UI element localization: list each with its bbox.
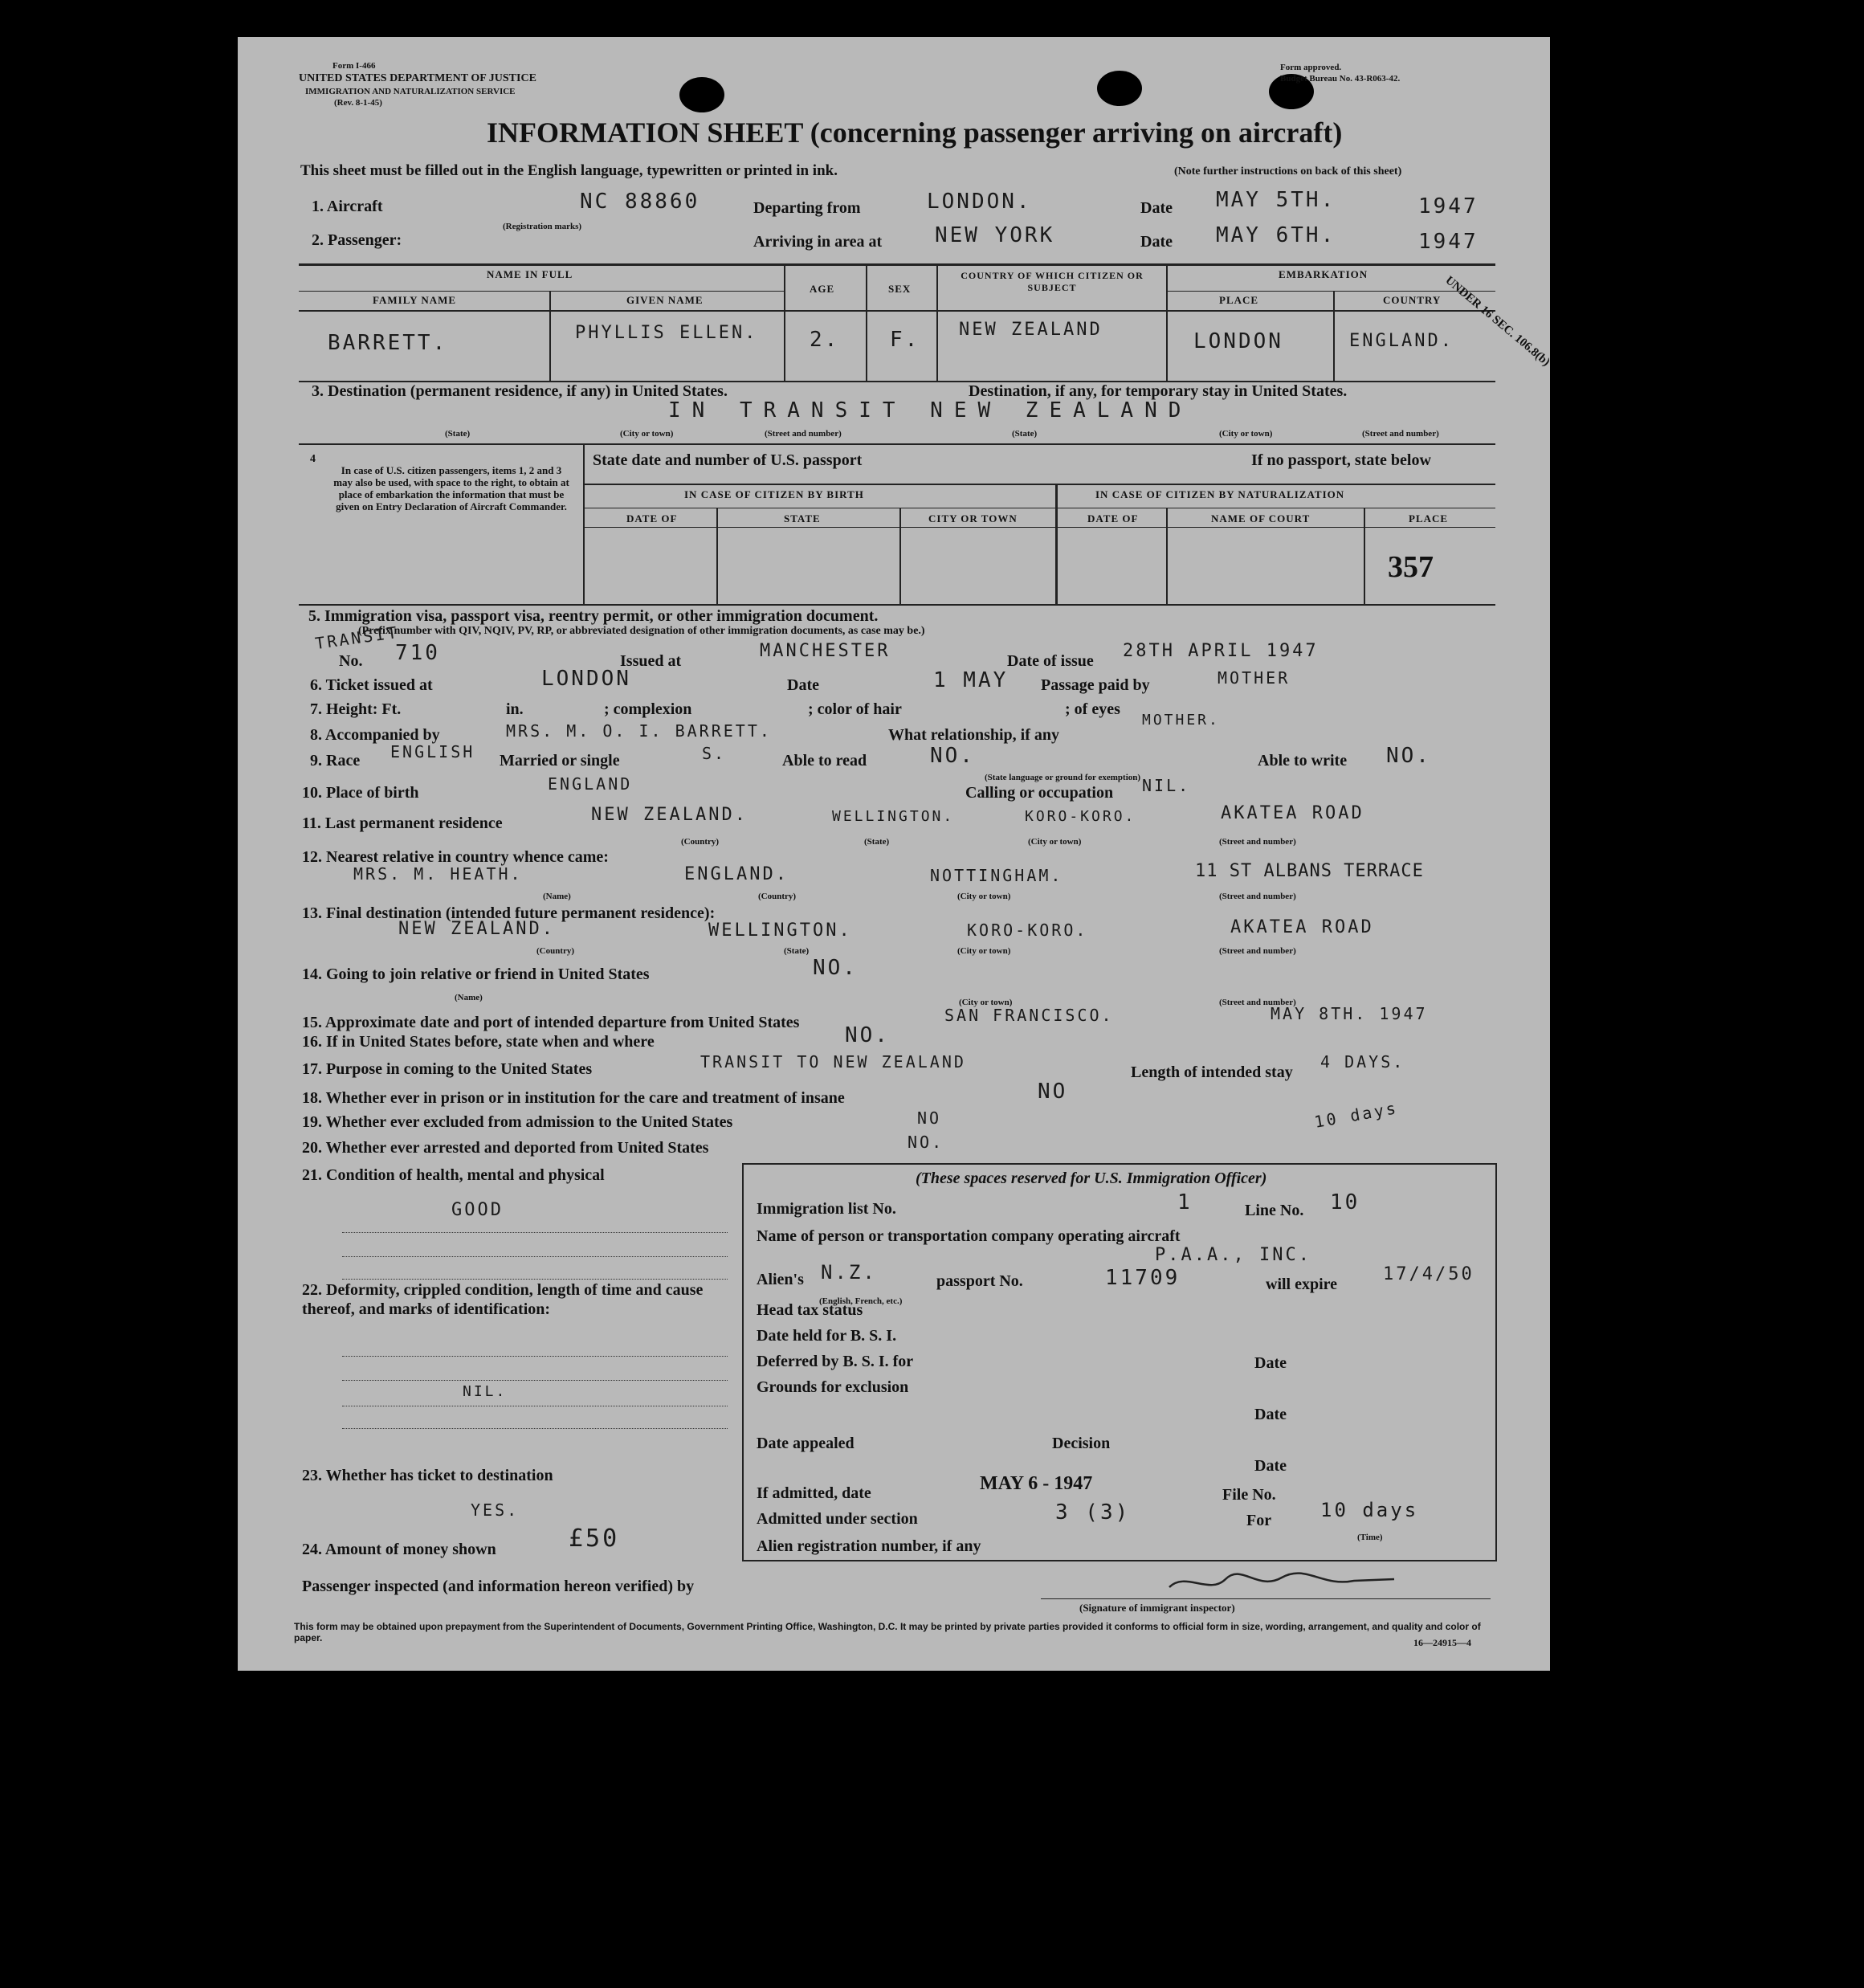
relationship-value: MOTHER. <box>1142 712 1220 729</box>
prison-label: 18. Whether ever in prison or in institution for the care and treatment of insane <box>302 1089 845 1107</box>
city-caption-5: (City or town) <box>957 946 1011 956</box>
country-caption: (Country) <box>681 837 720 847</box>
city-caption-4: (City or town) <box>957 892 1011 901</box>
paid-by-value: MOTHER <box>1218 668 1291 688</box>
ticket-issued-label: 6. Ticket issued at <box>310 676 433 694</box>
family-name-header: FAMILY NAME <box>373 294 457 306</box>
race-value: ENGLISH <box>390 742 475 761</box>
prison-value: NO <box>1038 1080 1068 1104</box>
place-header-2: PLACE <box>1409 512 1449 525</box>
inspected-label: Passenger inspected (and information hereon verified) by <box>302 1578 695 1595</box>
form-number: Form I-466 <box>332 61 376 71</box>
deformity-value: NIL. <box>463 1383 508 1400</box>
destination-label: 3. Destination (permanent residence, if any) in United States. <box>312 382 728 400</box>
date-of-issue-label: Date of issue <box>1007 652 1094 670</box>
list-no-label: Immigration list No. <box>757 1200 896 1218</box>
money-value: £50 <box>569 1525 620 1553</box>
final-state: WELLINGTON. <box>708 921 852 941</box>
revision: (Rev. 8-1-45) <box>334 98 382 108</box>
read-value: NO. <box>930 744 975 768</box>
language-caption-2: (English, French, etc.) <box>819 1296 903 1306</box>
ticket-issued-value: LONDON <box>541 667 631 691</box>
residence-street: AKATEA ROAD <box>1221 803 1364 823</box>
state-caption-3: (State) <box>864 837 890 847</box>
complexion-label: ; complexion <box>604 700 692 718</box>
street-caption-6: (Street and number) <box>1219 998 1296 1007</box>
relative-label: 12. Nearest relative in country whence came: <box>302 848 609 866</box>
city-caption-6: (City or town) <box>959 998 1013 1007</box>
footer-note: This form may be obtained upon prepayment from the Superintendent of Documents, Government Printing Office, Washington, D.C. It may be printed by private parties provided it conforms to official form in size, wording, arrangement, and quality and color of paper. <box>294 1621 1481 1643</box>
departure-date-15: MAY 8TH. 1947 <box>1271 1004 1428 1023</box>
expire-label: will expire <box>1266 1276 1338 1293</box>
instruction: This sheet must be filled out in the English language, typewritten or printed in ink. <box>300 162 838 179</box>
street-caption-4: (Street and number) <box>1219 892 1296 901</box>
sex-header: SEX <box>888 283 912 295</box>
name-in-full-header: NAME IN FULL <box>487 268 573 280</box>
departure-date: MAY 5TH. <box>1216 188 1336 212</box>
appealed-date-label: Date <box>1254 1457 1287 1475</box>
excluded-label: 19. Whether ever excluded from admission to the United States <box>302 1113 733 1131</box>
information-sheet <box>238 37 1550 1671</box>
issued-at-value: MANCHESTER <box>760 641 891 661</box>
date-label: Date <box>1140 199 1173 217</box>
married-label: Married or single <box>500 752 620 769</box>
file-no-label: File No. <box>1222 1486 1276 1504</box>
arrival-date: MAY 6TH. <box>1216 223 1336 247</box>
before-label: 16. If in United States before, state when and where <box>302 1033 655 1051</box>
paid-by-label: Passage paid by <box>1041 676 1150 694</box>
list-no-value: 1 <box>1177 1190 1193 1214</box>
final-city: KORO-KORO. <box>967 921 1088 940</box>
under-16-stamp: UNDER 16 SEC. 106.8(b) <box>1442 274 1552 369</box>
visa-no-value: 710 <box>395 641 440 665</box>
name-caption: (Name) <box>543 892 571 901</box>
health-label: 21. Condition of health, mental and physical <box>302 1166 605 1184</box>
before-value: NO. <box>845 1023 890 1047</box>
relative-city: NOTTINGHAM. <box>930 866 1063 885</box>
embark-place-value: LONDON <box>1193 329 1283 353</box>
date-of-header: DATE OF <box>626 512 678 525</box>
for-value: 10 days <box>1320 1499 1419 1521</box>
section-label: Admitted under section <box>757 1510 918 1528</box>
deferred-label: Deferred by B. S. I. for <box>757 1353 914 1370</box>
inches-label: in. <box>506 700 524 718</box>
given-name-header: GIVEN NAME <box>626 294 704 306</box>
item-5-label: 5. Immigration visa, passport visa, reentry permit, or other immigration document. <box>308 607 879 625</box>
punch-hole <box>679 77 724 112</box>
by-birth-header: IN CASE OF CITIZEN BY BIRTH <box>684 488 864 500</box>
line-no-value: 10 <box>1330 1190 1360 1214</box>
ticket-date-label: Date <box>787 676 819 694</box>
temp-destination-label: Destination, if any, for temporary stay in United States. <box>969 382 1348 400</box>
age-value: 2. <box>810 328 840 352</box>
birth-place-label: 10. Place of birth <box>302 784 419 802</box>
departure-label: 15. Approximate date and port of intended departure from United States <box>302 1014 800 1031</box>
hair-label: ; color of hair <box>808 700 902 718</box>
service: IMMIGRATION AND NATURALIZATION SERVICE <box>305 87 516 96</box>
aircraft-value: NC 88860 <box>580 190 700 214</box>
decision-label: Decision <box>1052 1435 1111 1452</box>
country-citizen-header: COUNTRY OF WHICH CITIZEN OR SUBJECT <box>961 270 1144 293</box>
join-relative-value: NO. <box>813 956 858 980</box>
date-of-issue-value: 28TH APRIL 1947 <box>1123 641 1319 661</box>
state-caption-4: (State) <box>784 946 810 956</box>
line-no-label: Line No. <box>1245 1202 1304 1219</box>
issued-at-label: Issued at <box>620 652 682 670</box>
handwritten-days: 10 days <box>1312 1098 1400 1132</box>
relative-country: ENGLAND. <box>684 864 789 884</box>
item-4-text: In case of U.S. citizen passengers, items 1, 2 and 3 may also be used, with space to the right, to obtain at place of embarkation the information that must be given on Entry Declaration of Aircraft Commander. <box>333 464 569 512</box>
married-value: S. <box>702 744 727 763</box>
embarkation-header: EMBARKATION <box>1279 268 1368 280</box>
deported-label: 20. Whether ever arrested and deported from United States <box>302 1139 709 1157</box>
date-of-header-2: DATE OF <box>1087 512 1139 525</box>
destination-value: IN TRANSIT NEW ZEALAND <box>668 398 1193 423</box>
final-street: AKATEA ROAD <box>1230 917 1374 937</box>
transit-note: TRANSIT <box>313 622 401 654</box>
city-caption-2: (City or town) <box>1219 429 1273 439</box>
street-caption-3: (Street and number) <box>1219 837 1296 847</box>
deformity-label: 22. Deformity, crippled condition, length of time and cause thereof, and marks of identification: <box>302 1281 704 1318</box>
departure-year: 1947 <box>1418 194 1479 218</box>
accompanied-label: 8. Accompanied by <box>310 726 440 744</box>
budget-bureau: Budget Bureau No. 43-R063-42. <box>1280 74 1401 84</box>
country-header: COUNTRY <box>1383 294 1442 306</box>
court-header: NAME OF COURT <box>1211 512 1311 525</box>
head-tax-label: Head tax status <box>757 1301 863 1319</box>
occupation-label: Calling or occupation <box>965 784 1114 802</box>
departing-value: LONDON. <box>927 190 1032 214</box>
passenger-label: 2. Passenger: <box>312 231 402 249</box>
arriving-label: Arriving in area at <box>753 233 883 251</box>
reg-marks-caption: (Registration marks) <box>503 222 582 231</box>
join-relative-label: 14. Going to join relative or friend in United States <box>302 965 650 983</box>
residence-state: WELLINGTON. <box>832 808 955 825</box>
relationship-label: What relationship, if any <box>888 726 1059 744</box>
sex-value: F. <box>890 328 920 352</box>
final-country: NEW ZEALAND. <box>398 919 555 939</box>
time-caption: (Time) <box>1357 1533 1383 1542</box>
departure-port: SAN FRANCISCO. <box>944 1006 1114 1025</box>
stamped-number: 357 <box>1388 550 1434 584</box>
state-header: STATE <box>784 512 821 525</box>
punch-hole <box>1097 71 1142 106</box>
visa-no-label: No. <box>339 652 363 670</box>
section-value: 3 (3) <box>1055 1500 1131 1525</box>
race-label: 9. Race <box>310 752 361 769</box>
embark-country-value: ENGLAND. <box>1349 331 1454 351</box>
given-name-value: PHYLLIS ELLEN. <box>575 323 758 343</box>
city-caption-3: (City or town) <box>1028 837 1082 847</box>
held-bsi-label: Date held for B. S. I. <box>757 1327 897 1345</box>
by-naturalization-header: IN CASE OF CITIZEN BY NATURALIZATION <box>1095 488 1345 500</box>
eyes-label: ; of eyes <box>1065 700 1120 718</box>
language-caption: (State language or ground for exemption) <box>985 773 1141 782</box>
height-label: 7. Height: Ft. <box>310 700 402 718</box>
form-approved: Form approved. <box>1280 63 1342 72</box>
admitted-date-value: MAY 6 - 1947 <box>980 1473 1093 1494</box>
place-header: PLACE <box>1219 294 1259 306</box>
inspector-signature <box>1161 1563 1402 1603</box>
operator-value: P.A.A., INC. <box>1155 1245 1311 1265</box>
passport-no-label: passport No. <box>936 1272 1023 1290</box>
accompanied-value: MRS. M. O. I. BARRETT. <box>506 721 772 741</box>
arriving-value: NEW YORK <box>935 223 1055 247</box>
health-value: GOOD <box>451 1200 504 1220</box>
family-name-value: BARRETT. <box>328 331 448 355</box>
occupation-value: NIL. <box>1142 776 1191 795</box>
aircraft-label: 1. Aircraft <box>312 198 383 215</box>
passport-question: State date and number of U.S. passport <box>593 451 863 469</box>
item-5-note: (Prefix number with QIV, NQIV, PV, RP, or abbreviated designation of other immigration documents, as case may be.) <box>358 625 925 637</box>
street-caption: (Street and number) <box>765 429 842 439</box>
stay-length-value: 4 DAYS. <box>1320 1052 1405 1072</box>
officer-heading: (These spaces reserved for U.S. Immigration Officer) <box>916 1170 1267 1187</box>
passport-no-value: 11709 <box>1105 1266 1181 1290</box>
appealed-label: Date appealed <box>757 1435 855 1452</box>
alien-nationality: N.Z. <box>821 1261 877 1284</box>
expire-value: 17/4/50 <box>1383 1264 1474 1284</box>
relative-street: 11 ST ALBANS TERRACE <box>1195 861 1424 881</box>
excluded-value: NO <box>917 1108 942 1128</box>
citizen-value: NEW ZEALAND <box>959 320 1103 340</box>
birth-place-value: ENGLAND <box>548 774 633 794</box>
write-label: Able to write <box>1258 752 1348 769</box>
ticket-destination-value: YES. <box>471 1500 520 1520</box>
relative-name: MRS. M. HEATH. <box>353 864 523 884</box>
item-4-number: 4 <box>310 453 316 465</box>
ticket-date-value: 1 MAY <box>933 668 1009 692</box>
state-caption-2: (State) <box>1012 429 1038 439</box>
purpose-label: 17. Purpose in coming to the United States <box>302 1060 593 1078</box>
country-caption-3: (Country) <box>536 946 575 956</box>
departing-label: Departing from <box>753 199 861 217</box>
no-passport-label: If no passport, state below <box>1251 451 1431 469</box>
age-header: AGE <box>810 283 835 295</box>
for-label: For <box>1246 1512 1272 1529</box>
operator-label: Name of person or transportation company operating aircraft <box>757 1227 1181 1245</box>
page-title: INFORMATION SHEET (concerning passenger arriving on aircraft) <box>487 116 1343 149</box>
country-caption-2: (Country) <box>758 892 797 901</box>
alien-reg-label: Alien registration number, if any <box>757 1537 981 1555</box>
aliens-label: Alien's <box>757 1271 804 1288</box>
city-header: CITY OR TOWN <box>928 512 1018 525</box>
date-label-2: Date <box>1140 233 1173 251</box>
note: (Note further instructions on back of this sheet) <box>1174 165 1402 178</box>
signature-caption: (Signature of immigrant inspector) <box>1079 1602 1235 1614</box>
grounds-date-label: Date <box>1254 1406 1287 1423</box>
money-label: 24. Amount of money shown <box>302 1541 496 1558</box>
street-caption-5: (Street and number) <box>1219 946 1296 956</box>
footer-number: 16—24915—4 <box>1413 1637 1471 1648</box>
residence-country: NEW ZEALAND. <box>591 805 748 825</box>
arrival-year: 1947 <box>1418 230 1479 254</box>
department: UNITED STATES DEPARTMENT OF JUSTICE <box>299 72 536 84</box>
residence-city: KORO-KORO. <box>1025 808 1136 825</box>
grounds-label: Grounds for exclusion <box>757 1378 909 1396</box>
final-destination-label: 13. Final destination (intended future permanent residence): <box>302 904 716 922</box>
admitted-label: If admitted, date <box>757 1484 871 1502</box>
residence-label: 11. Last permanent residence <box>302 814 503 832</box>
stay-length-label: Length of intended stay <box>1131 1063 1293 1081</box>
state-caption: (State) <box>445 429 471 439</box>
write-value: NO. <box>1386 744 1431 768</box>
name-caption-2: (Name) <box>455 993 483 1002</box>
deferred-date-label: Date <box>1254 1354 1287 1372</box>
deported-value: NO. <box>908 1133 944 1152</box>
street-caption-2: (Street and number) <box>1362 429 1439 439</box>
city-caption: (City or town) <box>620 429 674 439</box>
ticket-destination-label: 23. Whether has ticket to destination <box>302 1467 553 1484</box>
read-label: Able to read <box>782 752 867 769</box>
purpose-value: TRANSIT TO NEW ZEALAND <box>700 1052 966 1072</box>
